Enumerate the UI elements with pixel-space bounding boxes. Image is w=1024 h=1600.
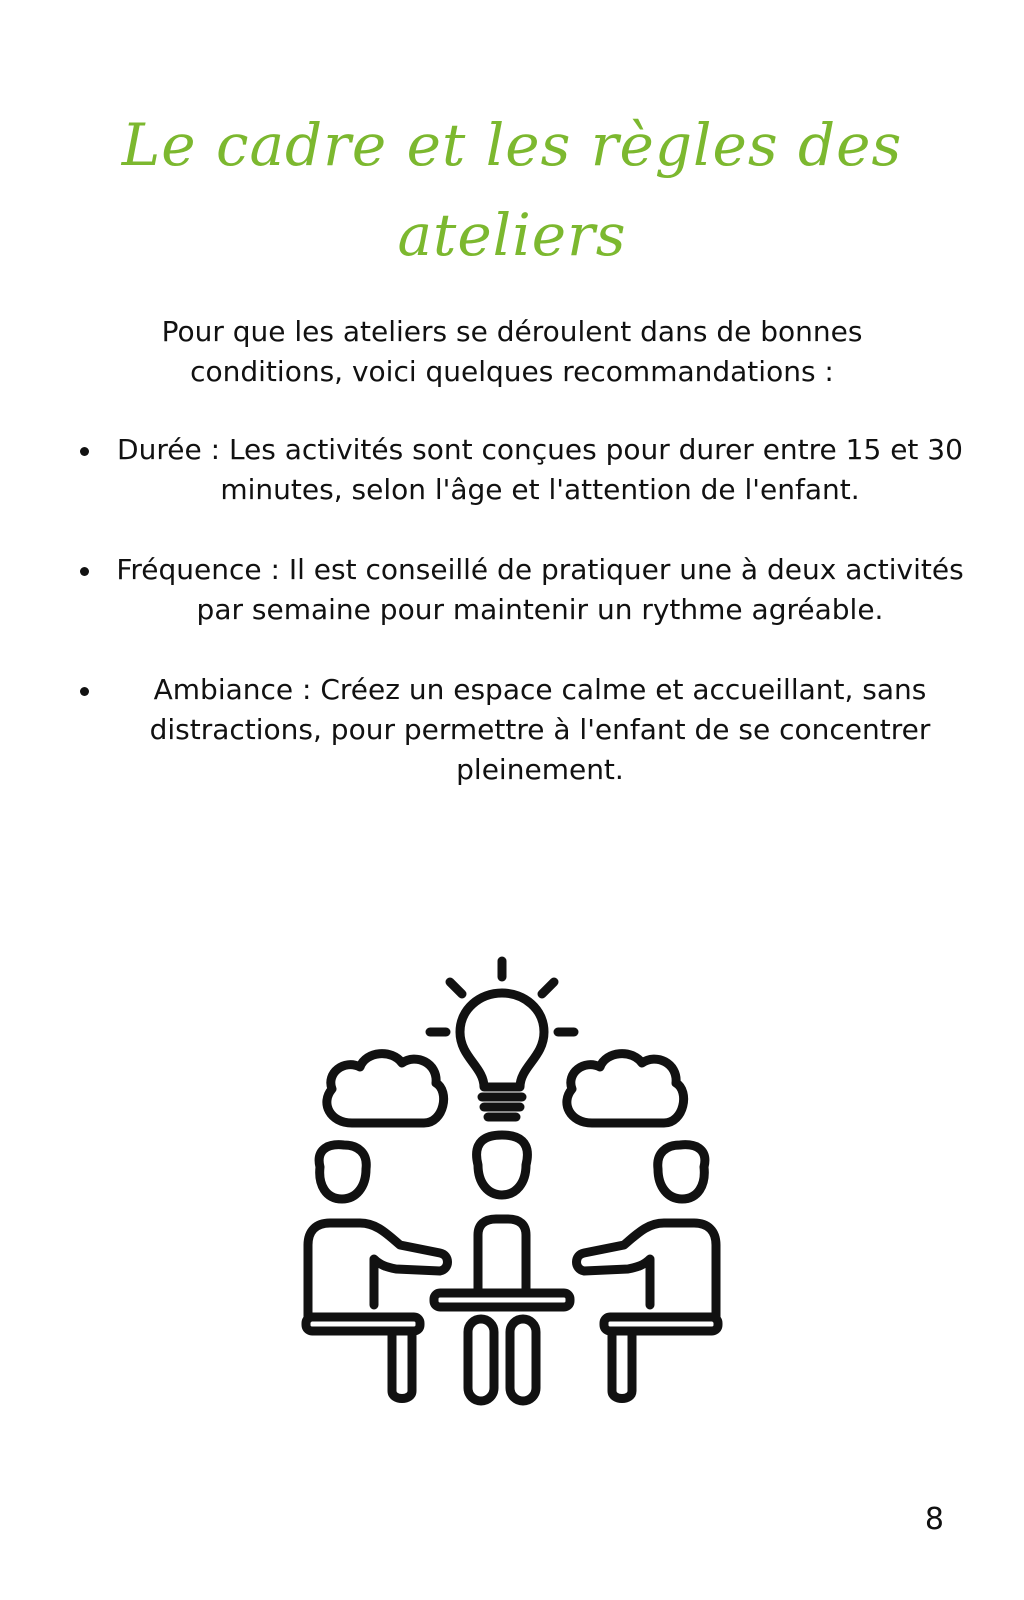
bullet-icon: [80, 447, 89, 456]
list-item-text: Ambiance : Créez un espace calme et accueillant, sans distractions, pour permettre à l'enfant de se concentrer pleinement.: [149, 673, 931, 786]
list-item-text: Durée : Les activités sont conçues pour durer entre 15 et 30 minutes, selon l'âge et l'attention de l'enfant.: [117, 433, 963, 506]
bullet-icon: [80, 567, 89, 576]
page-number: 8: [924, 1502, 944, 1537]
list-item-text: Fréquence : Il est conseillé de pratiquer une à deux activités par semaine pour maintenir un rythme agréable.: [116, 553, 964, 626]
intro-paragraph: Pour que les ateliers se déroulent dans de bonnes conditions, voici quelques recommandations :: [161, 315, 863, 388]
bullet-icon: [80, 687, 89, 696]
list-item: [70, 430, 970, 510]
team-meeting-idea-icon: [300, 955, 724, 1425]
recommendations-list: [70, 430, 970, 830]
list-item: [70, 670, 970, 790]
list-item: [70, 550, 970, 630]
page-title: Le cadre et les règles des ateliers: [121, 111, 903, 269]
